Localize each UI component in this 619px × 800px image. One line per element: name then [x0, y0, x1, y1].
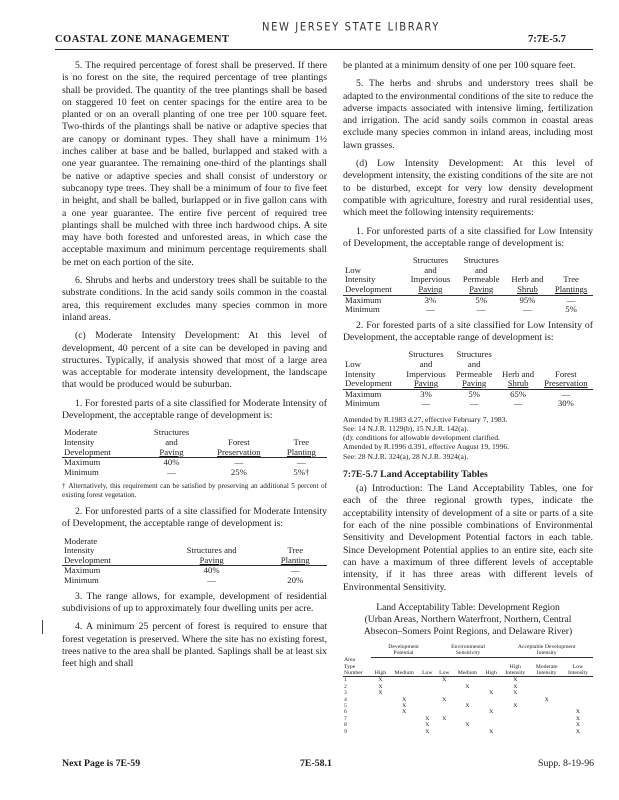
paragraph-a: (a) Introduction: The Land Acceptability Tables, one for each of the three regional growth types, indicate the acceptability intensity of development of a site or parts of a site for each of the nine possible combinations of Environmental Sensitivity and Development Potential factors in each table. Since Development Potential applies to an entire site, each site can have a maximum of three different levels of acceptable intensity, if it has three areas with different levels of Environmental Sensitivity. [343, 483, 593, 593]
table-header-cell: Paving [160, 556, 264, 566]
table-row: Minimum — — — 5% [345, 304, 577, 315]
table-row: 9 X X X [344, 728, 581, 735]
table-header-cell: and [165, 436, 178, 447]
paragraph-d2: 2. For forested parts of a site classified for Low Intensity of Development, the acceptable range of development is: [343, 319, 593, 344]
moderate-unforested-table [62, 537, 327, 586]
table-row: Minimum — — — 30% [345, 398, 574, 409]
table-header-cell: Intensity [64, 436, 95, 447]
paragraph-c2: 2. For unforested parts of a site classified for Moderate Intensity of Development, the acceptable range of development is: [62, 506, 327, 530]
table-row: 3 X X X [344, 690, 518, 697]
table-row: Maximum 3% 5% 65% — [345, 388, 571, 399]
running-header-section: 7:7E-5.7 [528, 34, 566, 45]
running-header-title: COASTAL ZONE MANAGEMENT [55, 34, 230, 45]
table-row: Minimum — 20% [64, 575, 304, 586]
table-row: 4 X X X [344, 696, 549, 703]
left-column [62, 60, 327, 676]
table-header-cell: Tree [287, 545, 304, 556]
paragraph-c4: 4. A minimum 25 percent of forest is required to ensure that forest vegetation is preserved. Where the site has no existing forest, trees native to the area shall be planted. Saplings shall be at least six feet high and shall [62, 621, 327, 670]
table-row: Minimum — 25% 5%† [64, 466, 310, 477]
paragraph-d: (d) Low Intensity Development: At this level of development intensity, the existing conditions of the site are not to be disturbed, except for very low density development compatible with agriculture, forestry and rural residential uses, which meet the following intensity requirements: [343, 158, 593, 219]
table-row: 2 X X X [344, 683, 518, 690]
paragraph-6: 6. Shrubs and herbs and understory trees shall be suitable to the substrate conditions. In the acid sandy soils common in the coastal area, this requirement excludes many species common in more inland areas. [62, 275, 327, 323]
table-header-cell: Planting [264, 556, 327, 566]
table-footnote: † Alternatively, this requirement can be satisfied by preserving an additional 5 percent of existing forest vegetation. [62, 482, 327, 499]
paragraph-c: (c) Moderate Intensity Development: At this level of development, 40 percent of a site can be developed in paving and structures. Typically, if analysis showed that most of a large area was acceptable for moderate intensity development, the landscape that would be produced would be suburban. [62, 330, 327, 391]
table-header-cell: Development [62, 448, 141, 458]
low-unforested-table: Structures Structures Low and and Intensity Impervious Permeable Herb and Tree Development Paving Paving Shrub Plantings Maximum 3% 5% 95% — Minimum — — — 5% [343, 256, 593, 315]
table-row: 7 X X X [344, 715, 581, 722]
table-header-cell: Intensity [64, 545, 95, 556]
table-row: 8 X X X [344, 722, 581, 729]
next-page-note: Next Page is 7E-59 [62, 758, 141, 769]
margin-mark [42, 620, 43, 634]
table-row: Maximum 40% — [64, 565, 300, 576]
paragraph-c3: 3. The range allows, for example, development of residential subdivisions of up to approximately four dwelling units per acre. [62, 590, 327, 614]
paragraph-5: 5. The required percentage of forest shall be preserved. If there is no forest on the site, the required percentage of tree plantings shall be provided. The quantity of the tree plantings shall be based on staggered 10 feet on center spacings for the entire area to be planted or on an overall planting of one tree per 100 square feet. Two-thirds of the plantings shall be native or adaptive species that are canopy or dominant types. They shall have a minimum 1½ inches caliber at base and be balled, burlapped and staked with a one year guarantee. The remaining one-third of the plantings shall be native or adaptive species and shall consist of understory or subcanopy type trees. They shall be a minimum of four to five feet in height, and shall be balled, burlapped or in five gallon cans with a one year guarantee. The entire five percent of required tree plantings shall be mulched with three inch hardwood chips. A site may have both forested and unforested areas, in which case the acceptable maximum and minimum percentage requirements shall be met on each portion of the site. [62, 60, 327, 268]
page-number: 7E-58.1 [300, 758, 332, 769]
section-heading: 7:7E-5.7 Land Acceptability Tables [343, 468, 488, 480]
table-row: 1 X X X [344, 677, 518, 684]
amendment-history: Amended by R.1983 d.27, effective February 7, 1983. See: 14 N.J.R. 1129(b), 15 N.J.R. 142(a). (d): conditions for allowable development clarified. Amended by R.1996 d.391, effective August 19, 1996. See: 28 N.J.R. 324(a), 28 N.J.R. 3924(a). [343, 414, 510, 461]
land-acceptability-title: Land Acceptability Table: Development Region (Urban Areas, Northern Waterfront, Northern, Central Absecon–Somers Point Regions, and Delaware River) [363, 601, 573, 637]
table-row: 6 X X X [344, 709, 581, 716]
paragraph-r5: 5. The herbs and shrubs and understory trees shall be adapted to the environmental conditions of the site to reduce the adverse impacts associated with intensive liming, fertilization and irrigation. The acid sandy soils common in coastal areas exclude many species common in inland areas, including most lawn grasses. [343, 78, 593, 151]
supplement-date: Supp. 8-19-96 [538, 758, 595, 769]
table-header-cell: Forest [227, 436, 250, 447]
library-stamp: NEW JERSEY STATE LIBRARY [262, 21, 440, 34]
table-header-cell: Moderate [64, 535, 98, 546]
table-header-cell: Planting [276, 448, 327, 458]
right-column [343, 60, 593, 735]
low-forested-table: Structures Structures Low and and Intensity Impervious Permeable Herb and Forest Development Paving Paving Shrub Preservation Maximum 3% 5% 65% — Minimum — — — 30% [343, 350, 593, 409]
paragraph-c1: 1. For forested parts of a site classified for Moderate Intensity of Development, the acceptable range of development is: [62, 397, 327, 422]
table-header-cell: Structures [153, 427, 190, 438]
continued-paragraph: be planted at a minimum density of one per 100 square feet. [343, 60, 576, 71]
table-header-cell: Tree [293, 436, 310, 447]
table-header-cell: Development [62, 556, 160, 566]
land-acceptability-table: Development Potential Environmental Sensitivity Acceptable Development Intensity Area Type Number High Medium Low Low Medium High High Intensity Moderate Intensity Low Intensity 1 X X X 2 X X X 3 X X X 4 X X X 5 X X X 6 X X X 7 X X X 8 X X X 9 X X X [343, 644, 593, 735]
header-rule [55, 49, 593, 50]
table-header-cell: Structures and [186, 545, 237, 556]
table-row: Maximum 3% 5% 95% — [345, 294, 576, 305]
table-row: Maximum 40% — — [64, 457, 306, 468]
table-header-cell: Preservation [202, 448, 276, 458]
table-header-cell: Moderate [64, 427, 98, 438]
table-header-cell: Paving [141, 448, 202, 458]
paragraph-d1: 1. For unforested parts of a site classified for Low Intensity of Development, the acceptable range of development is: [343, 225, 593, 249]
moderate-forested-table [62, 428, 327, 477]
table-row: 5 X X X [344, 703, 518, 710]
